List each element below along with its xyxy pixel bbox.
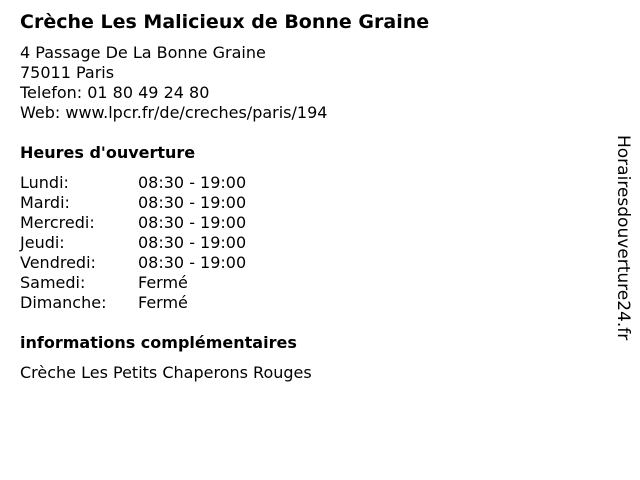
phone-number: Telefon: 01 80 49 24 80 [20, 83, 210, 102]
day-label: Vendredi: [20, 253, 96, 272]
hours-heading: Heures d'ouverture [20, 143, 196, 162]
additional-info-heading: informations complémentaires [20, 333, 297, 352]
website-link: Web: www.lpcr.fr/de/creches/paris/194 [20, 103, 328, 122]
business-listing [20, 10, 600, 383]
day-label: Dimanche: [20, 293, 107, 312]
hours-row-sunday [20, 293, 600, 313]
opening-time: 08:30 - 19:00 [138, 233, 247, 252]
hours-row-wednesday [20, 213, 600, 233]
hours-row-saturday [20, 273, 600, 293]
additional-info-text: Crèche Les Petits Chaperons Rouges [20, 363, 312, 382]
day-label: Lundi: [20, 173, 69, 192]
hours-row-thursday [20, 233, 600, 253]
day-label: Samedi: [20, 273, 86, 292]
business-name: Crèche Les Malicieux de Bonne Graine [20, 11, 430, 33]
day-label: Jeudi: [20, 233, 65, 252]
opening-time: 08:30 - 19:00 [138, 213, 247, 232]
day-label: Mardi: [20, 193, 70, 212]
site-watermark: Horairesdouverture24.fr [613, 135, 633, 341]
hours-row-friday [20, 253, 600, 273]
opening-time: Fermé [138, 273, 188, 292]
opening-time: 08:30 - 19:00 [138, 173, 247, 192]
hours-row-monday [20, 173, 600, 193]
opening-time: Fermé [138, 293, 188, 312]
opening-time: 08:30 - 19:00 [138, 193, 247, 212]
address-line-1: 4 Passage De La Bonne Graine [20, 43, 266, 62]
hours-row-tuesday [20, 193, 600, 213]
contact-block [20, 43, 600, 123]
day-label: Mercredi: [20, 213, 95, 232]
hours-table [20, 173, 600, 313]
address-line-2: 75011 Paris [20, 63, 115, 82]
opening-time: 08:30 - 19:00 [138, 253, 247, 272]
